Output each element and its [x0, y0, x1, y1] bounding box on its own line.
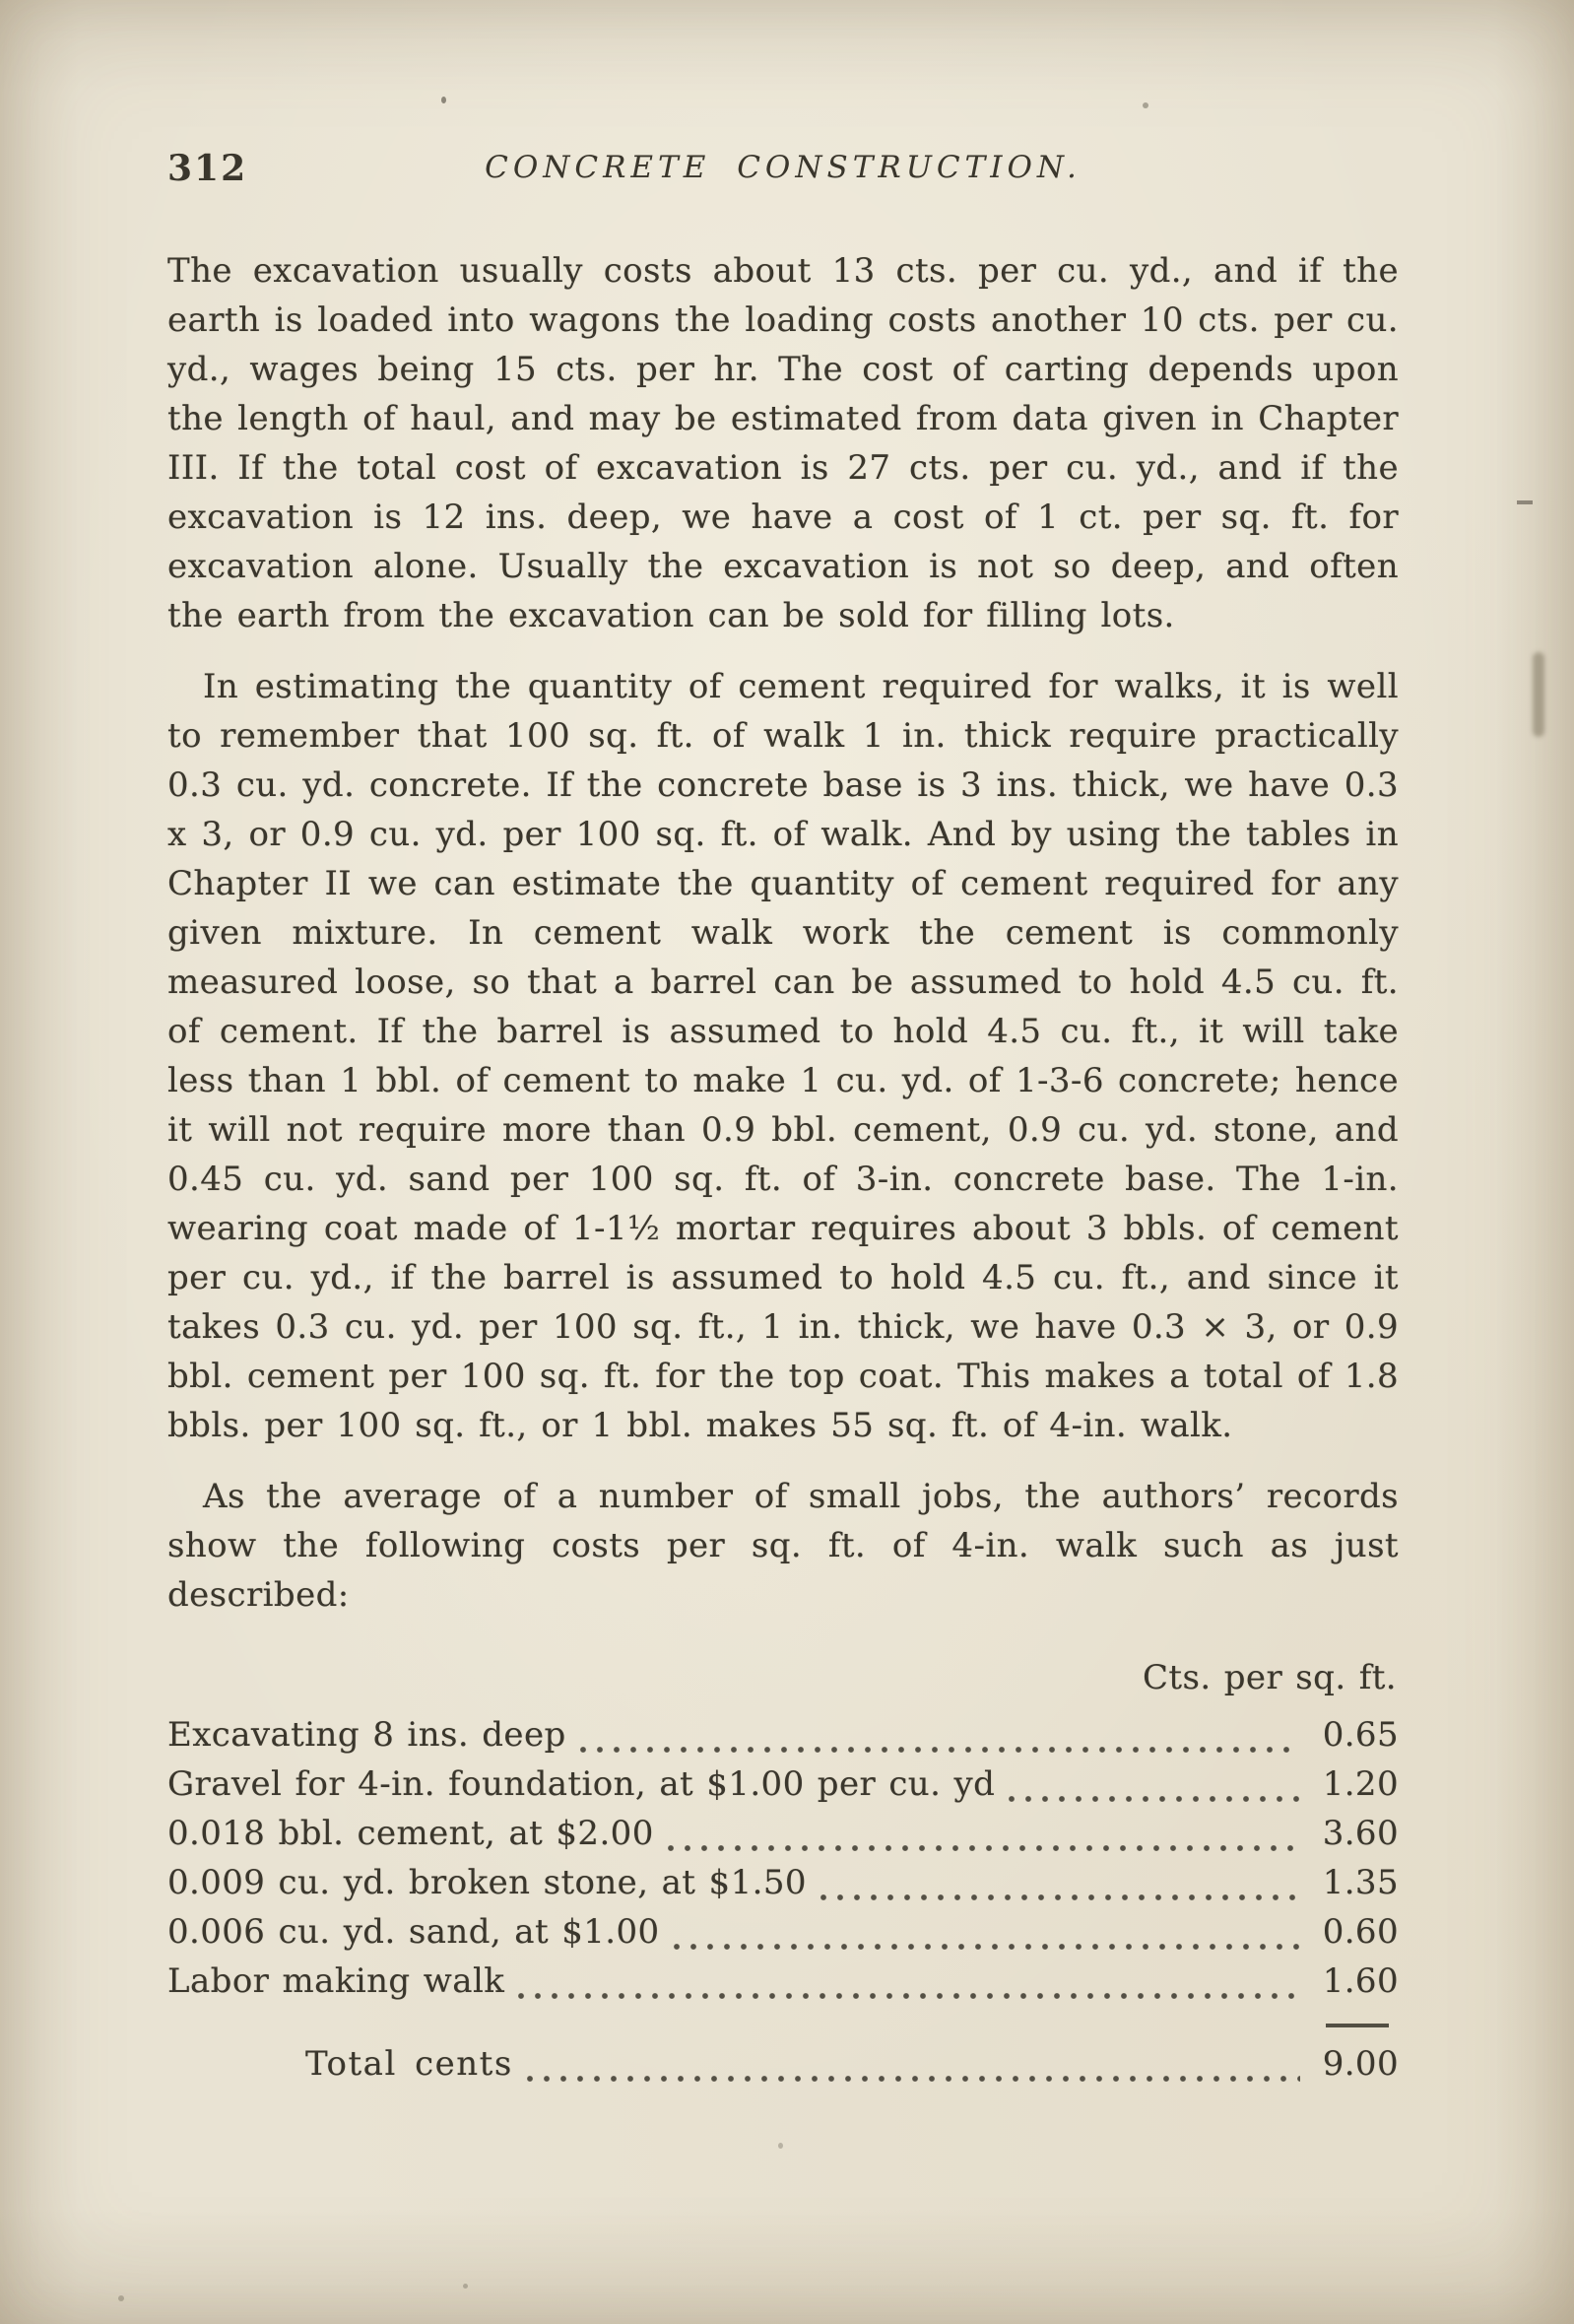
row-value: 0.60 [1322, 1912, 1399, 1952]
total-value: 9.00 [1322, 2044, 1399, 2084]
running-head-title: CONCRETE CONSTRUCTION. [485, 150, 1082, 185]
sum-rule [1326, 2024, 1389, 2027]
page-number: 312 [167, 148, 248, 189]
total-label: Total cents [305, 2044, 513, 2084]
scan-speck [118, 2295, 124, 2301]
paragraph-excavation-costs: The excavation usually costs about 13 cts. per cu. yd., and if the earth is loaded into wagons the loading costs another 10 cts. per cu. yd., wages being 15 cts. per hr. The cost of carting depends upon the length of haul, and may be estimated from data given in Chapter III. If the total cost of excavation is 27 cts. per cu. yd., and if the excavation is 12 ins. deep, we have a cost of 1 ct. per sq. ft. for excavation alone. Usually the excavation is not so deep, and often the earth from the excavation can be sold for filling lots. [167, 251, 1399, 635]
dot-leader [518, 1993, 1300, 1999]
row-label: 0.006 cu. yd. sand, at $1.00 [167, 1912, 660, 1952]
row-label: Excavating 8 ins. deep [167, 1715, 566, 1755]
dot-leader [820, 1894, 1300, 1900]
scan-smudge [1533, 652, 1544, 737]
table-row-gravel [167, 1760, 1399, 1809]
sum-rule-row [167, 2024, 1389, 2027]
paragraph-average-costs-intro: As the average of a number of small jobs, the authors’ records show the following costs per sq. ft. of 4-in. walk such as just described: [167, 1477, 1399, 1615]
paragraph-cement-estimating: In estimating the quantity of cement required for walks, it is well to remember that 100 sq. ft. of walk 1 in. thick require practically 0.3 cu. yd. concrete. If the concrete base is 3 ins. thick, we have 0.3 x 3, or 0.9 cu. yd. per 100 sq. ft. of walk. And by using the tables in Chapter II we can estimate the quantity of cement required for any given mixture. In cement walk work the cement is commonly measured loose, so that a barrel can be assumed to hold 4.5 cu. ft. of cement. If the barrel is assumed to hold 4.5 cu. ft., it will take less than 1 bbl. of cement to make 1 cu. yd. of 1-3-6 concrete; hence it will not require more than 0.9 bbl. cement, 0.9 cu. yd. stone, and 0.45 cu. yd. sand per 100 sq. ft. of 3-in. concrete base. The 1-in. wearing coat made of 1-1½ mortar requires about 3 bbls. of cement per cu. yd., if the barrel is assumed to hold 4.5 cu. ft., and since it takes 0.3 cu. yd. per 100 sq. ft., 1 in. thick, we have 0.3 × 3, or 0.9 bbl. cement per 100 sq. ft. for the top coat. This makes a total of 1.8 bbls. per 100 sq. ft., or 1 bbl. makes 55 sq. ft. of 4-in. walk. [167, 667, 1399, 1445]
row-label: 0.018 bbl. cement, at $2.00 [167, 1814, 654, 1853]
table-row-sand [167, 1907, 1399, 1957]
table-row-broken-stone [167, 1858, 1399, 1907]
scan-dash-mark [1517, 500, 1533, 504]
table-row-cement [167, 1809, 1399, 1858]
row-label: 0.009 cu. yd. broken stone, at $1.50 [167, 1863, 807, 1902]
row-value: 1.20 [1322, 1764, 1399, 1804]
row-value: 3.60 [1322, 1814, 1399, 1853]
running-header [167, 146, 1399, 199]
row-label: Labor making walk [167, 1961, 505, 2001]
table-row-total [167, 2039, 1399, 2089]
scan-speck [778, 2143, 783, 2149]
row-label: Gravel for 4-in. foundation, at $1.00 per cu. yd [167, 1764, 996, 1804]
scan-speck [1143, 102, 1148, 108]
row-value: 0.65 [1322, 1715, 1399, 1755]
dot-leader [580, 1747, 1300, 1753]
scan-speck [463, 2284, 468, 2289]
dot-leader [674, 1944, 1300, 1950]
dot-leader [1009, 1796, 1300, 1802]
table-row-labor [167, 1957, 1399, 2006]
table-row-excavating [167, 1710, 1399, 1760]
cost-table [167, 1653, 1399, 2089]
row-value: 1.35 [1322, 1863, 1399, 1902]
dot-leader [527, 2076, 1300, 2082]
cost-column-header: Cts. per sq. ft. [1143, 1658, 1397, 1697]
dot-leader [668, 1845, 1300, 1851]
scan-speck [441, 97, 446, 103]
row-value: 1.60 [1322, 1961, 1399, 2001]
